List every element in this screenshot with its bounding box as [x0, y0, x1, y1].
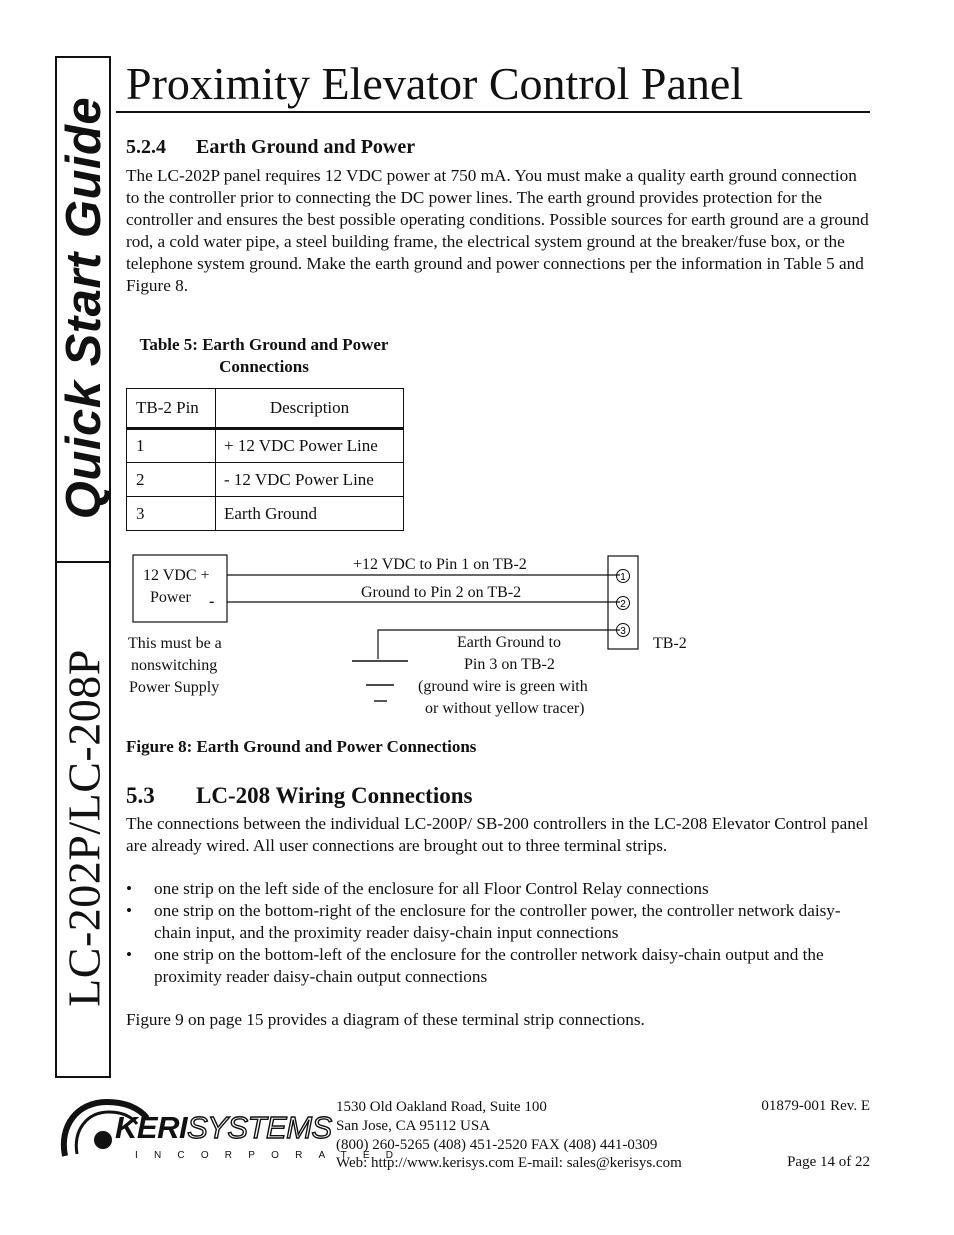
- title-rule: [116, 111, 870, 113]
- logo-incorporated: INCORPORATED: [135, 1150, 410, 1161]
- logo-keri: KERI: [115, 1110, 188, 1145]
- terminal-block-label: TB-2: [653, 635, 687, 652]
- wire-label-ground: Ground to Pin 2 on TB-2: [361, 584, 522, 601]
- table-cell: Earth Ground: [224, 503, 318, 523]
- list-item-text: one strip on the left side of the enclosure for all Floor Control Relay connections: [154, 879, 709, 898]
- address-line: San Jose, CA 95112 USA: [336, 1117, 491, 1134]
- pin-number: 1: [620, 572, 626, 583]
- section-title: LC-208 Wiring Connections: [196, 783, 473, 808]
- earth-ground-table: [126, 388, 404, 531]
- keri-systems-logo: [55, 1096, 410, 1168]
- figure-caption: Figure 8: Earth Ground and Power Connections: [126, 737, 477, 756]
- earth-ground-paragraph: The LC-202P panel requires 12 VDC power at 750 mA. You must make a quality earth ground connection to the controller prior to connecting the DC power lines. The earth ground provides protection for the controller and ensures the best possible operating conditions. Possible sources for earth ground are a ground rod, a cold water pipe, a steel building frame, the electrical system ground at the breaker/fuse box, or the telephone system ground. Make the earth ground and power connections per the information in Table 5 and Figure 8.: [126, 166, 869, 295]
- table-caption: [126, 334, 402, 378]
- table-cell: + 12 VDC Power Line: [224, 436, 378, 455]
- table-cell: 2: [127, 463, 216, 496]
- figure-reference-paragraph: Figure 9 on page 15 provides a diagram of these terminal strip connections.: [126, 1010, 645, 1029]
- company-address: [336, 1098, 682, 1173]
- phone-line: (800) 260-5265 (408) 451-2520 FAX (408) 441-0309: [336, 1136, 658, 1153]
- list-item: [126, 900, 874, 944]
- quick-start-guide-label: Quick Start Guide: [57, 96, 111, 520]
- column-header: TB-2 Pin: [127, 389, 216, 427]
- model-number-label: LC-202P/LC-208P: [58, 649, 110, 1007]
- bullet-marker: •: [126, 879, 133, 898]
- list-item-text: one strip on the bottom-left of the enclosure for the controller network daisy-chain output and the proximity reader daisy-chain output connections: [154, 944, 824, 986]
- wire-label-positive: +12 VDC to Pin 1 on TB-2: [353, 556, 527, 573]
- power-supply-note: Power Supply: [129, 679, 220, 696]
- table-row: [127, 462, 403, 496]
- power-supply-note: nonswitching: [131, 657, 218, 674]
- earth-ground-note: or without yellow tracer): [425, 700, 585, 717]
- pin-number: 3: [620, 626, 626, 637]
- section-heading-5-2-4: [126, 136, 415, 159]
- power-supply-note: This must be a: [128, 635, 222, 652]
- section-number: 5.2.4: [126, 136, 166, 158]
- pin-number: 2: [620, 599, 626, 610]
- bullet-marker: •: [126, 944, 133, 964]
- column-header: Description: [269, 398, 350, 417]
- address-line: 1530 Old Oakland Road, Suite 100: [336, 1099, 547, 1115]
- side-banner: [55, 56, 111, 1078]
- table-caption-line: Table 5: Earth Ground and Power: [139, 335, 389, 354]
- table-row: [127, 496, 403, 530]
- power-box-label: 12 VDC +: [143, 567, 210, 584]
- side-banner-divider: [57, 561, 109, 563]
- page-number: Page 14 of 22: [787, 1154, 870, 1170]
- list-item: [126, 944, 874, 988]
- minus-terminal-label: -: [209, 593, 215, 610]
- table-cell: - 12 VDC Power Line: [224, 469, 374, 489]
- logo-wordmark: [115, 1110, 332, 1146]
- earth-ground-note: Pin 3 on TB-2: [464, 656, 555, 673]
- earth-ground-note: (ground wire is green with: [418, 678, 588, 695]
- page-title: Proximity Elevator Control Panel: [126, 58, 744, 109]
- wiring-paragraph: The connections between the individual LC-200P/ SB-200 controllers in the LC-208 Elevator Control panel are already wired. All user connections are brought out to three terminal strips.: [126, 814, 869, 855]
- table-caption-line: Connections: [219, 357, 309, 376]
- list-item-text: one strip on the bottom-right of the enclosure for the controller power, the controller network daisy-chain input, and the proximity reader daisy-chain input connections: [154, 900, 841, 942]
- bullet-marker: •: [126, 900, 133, 920]
- logo-systems: SYSTEMS: [187, 1110, 332, 1145]
- table-header-row: [127, 389, 403, 428]
- terminal-strip-list: [126, 878, 874, 988]
- section-number: 5.3: [126, 783, 155, 808]
- list-item: [126, 878, 874, 900]
- power-box-label: Power: [150, 589, 191, 606]
- earth-ground-note: Earth Ground to: [457, 634, 561, 651]
- section-title: Earth Ground and Power: [196, 136, 416, 158]
- section-heading-5-3: [126, 783, 472, 809]
- web-email-line: Web: http://www.kerisys.com E-mail: sales@kerisys.com: [336, 1155, 682, 1172]
- table-row: [127, 428, 403, 462]
- document-revision: 01879-001 Rev. E: [761, 1098, 870, 1114]
- table-cell: 1: [127, 430, 216, 462]
- table-cell: 3: [127, 497, 216, 530]
